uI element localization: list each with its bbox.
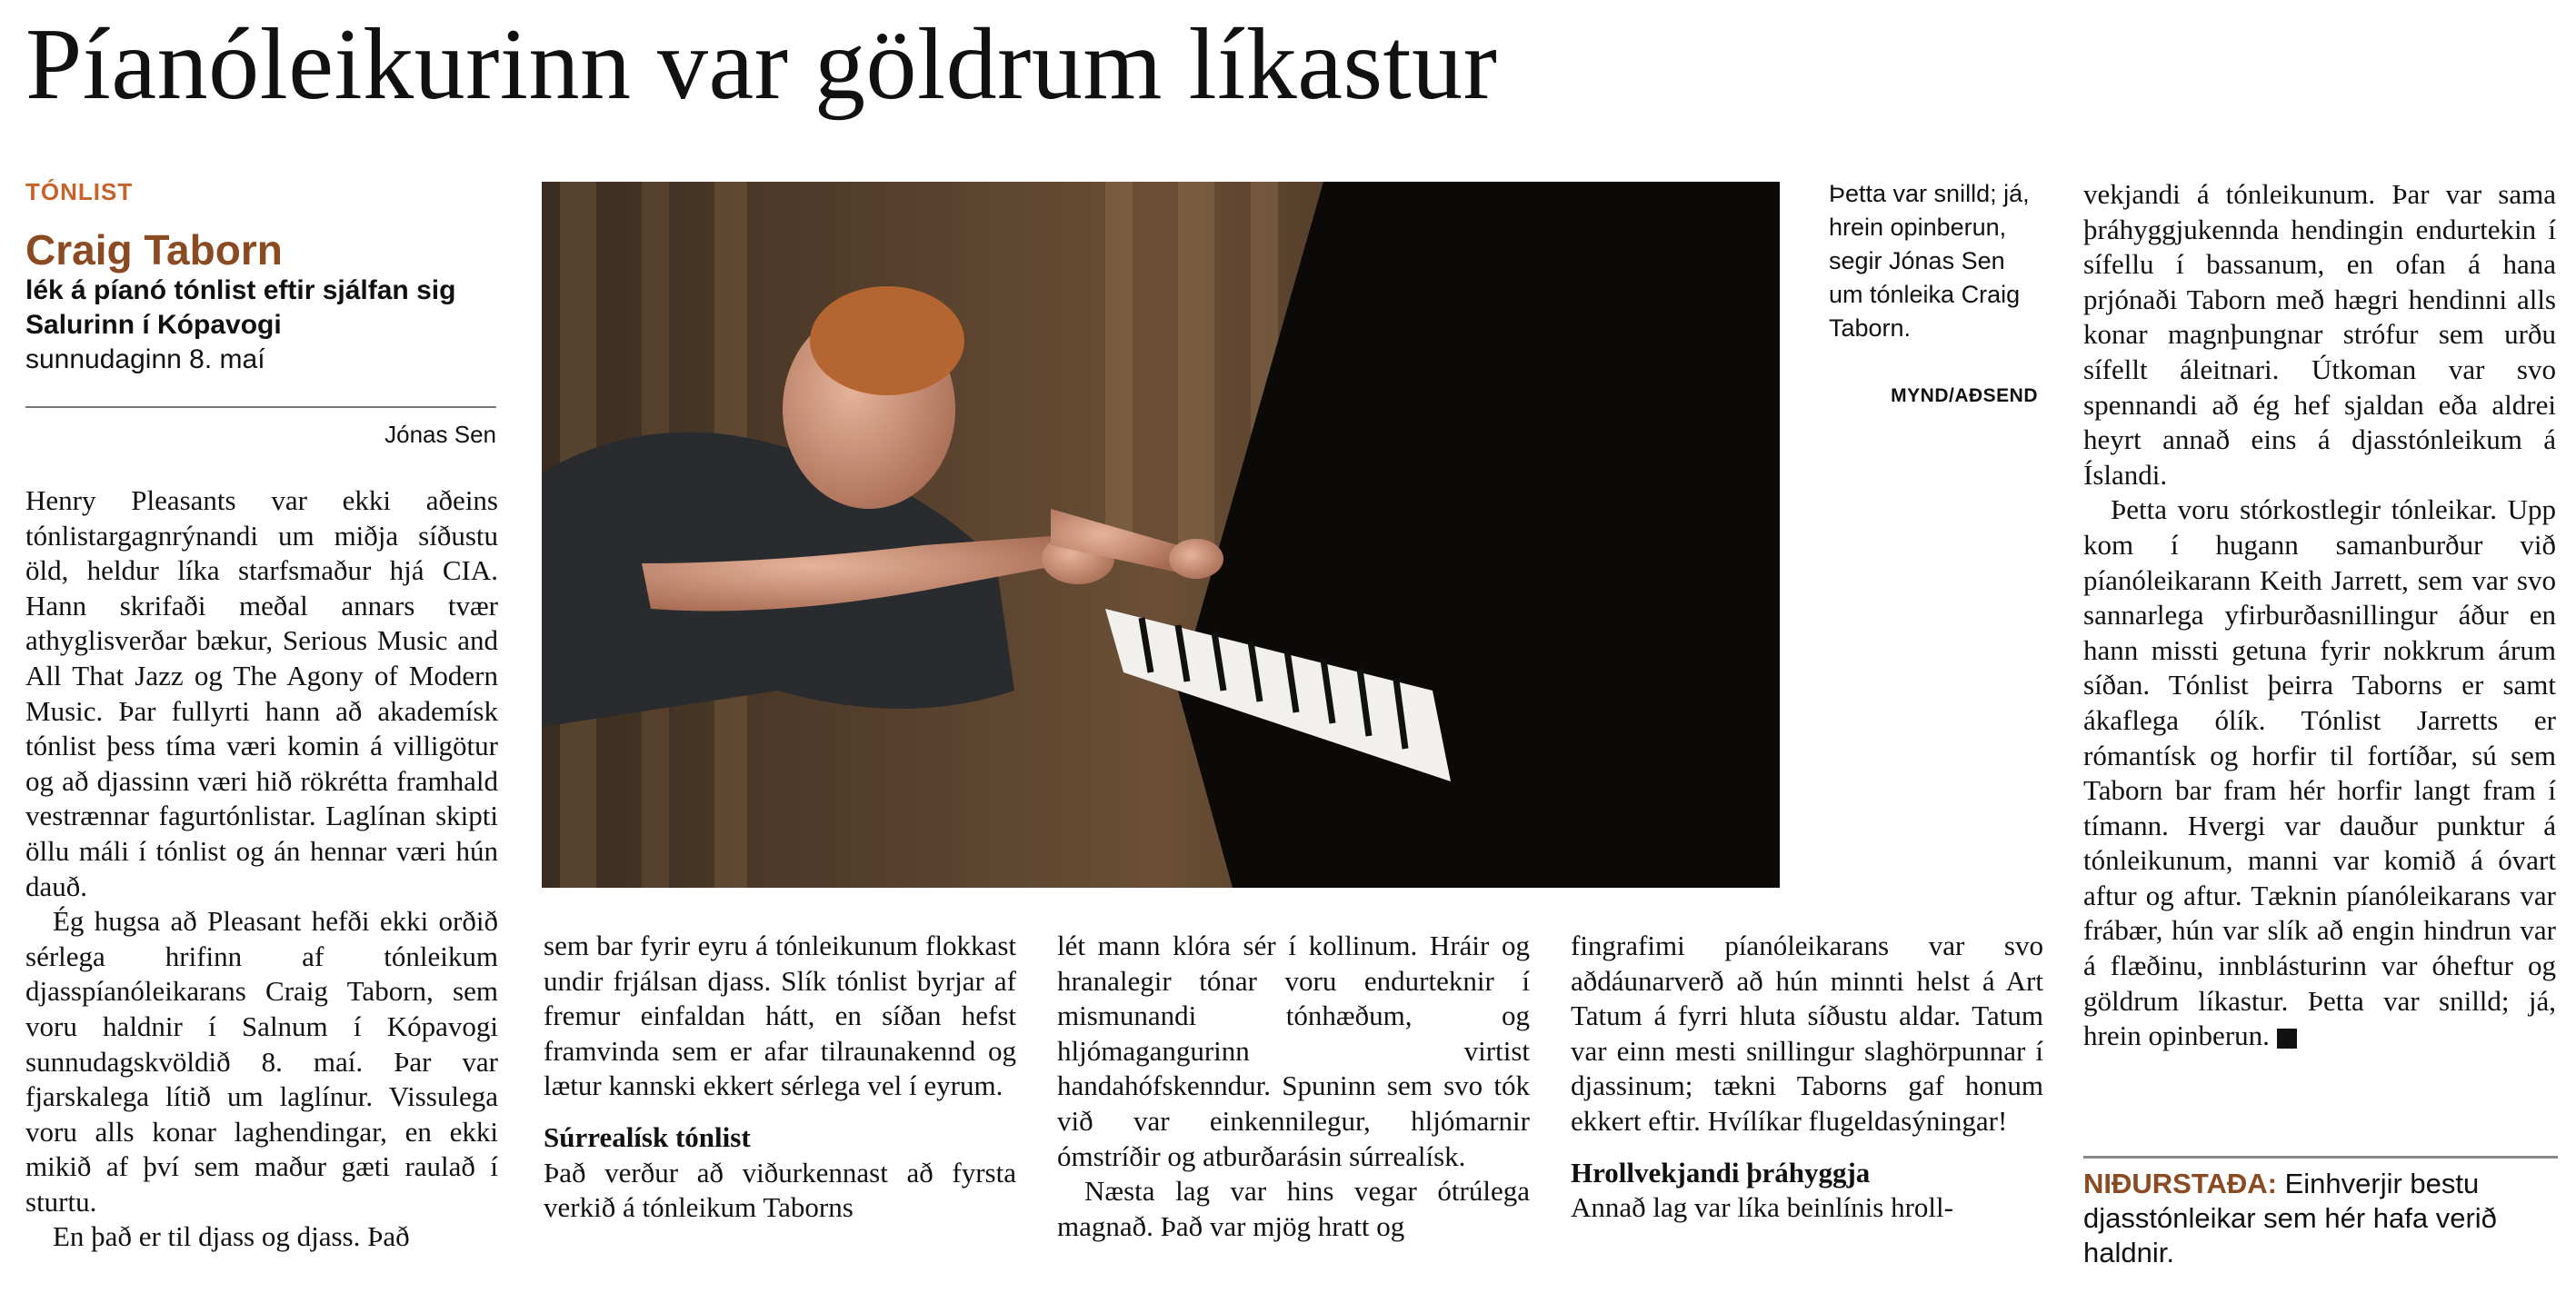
article-photo: [542, 182, 1780, 888]
article-column-5: [2083, 177, 2556, 1054]
paragraph: fingrafimi píanóleikarans var svo aðdáunarverð að hún minnti helst á Art Tatum á fyrri hluta síðustu aldar. Tatum var einn mesti snillingur slaghörpunnar í djassinum; tækni Taborns gaf honum ekkert eftir. Hvílíkar flugeldasýningar!: [1571, 930, 2043, 1137]
article-column-3: [1057, 929, 1530, 1244]
paragraph: En það er til djass og djass. Það: [53, 1220, 410, 1253]
photo-pianist-icon: [542, 182, 1780, 888]
subheading: Hrollvekjandi þráhyggja: [1571, 1156, 1871, 1189]
verdict-box: [2083, 1167, 2556, 1270]
info-divider: [25, 406, 496, 408]
program-line: lék á píanó tónlist eftir sjálfan sig: [25, 274, 456, 305]
paragraph: Annað lag var líka beinlínis hroll-: [1571, 1191, 1953, 1224]
paragraph-text: Þetta voru stórkostlegir tónleikar. Upp kom í hugann samanburður við píanóleikarann Keith Jarrett, sem var svo sannarlega yfirburðasnillingur áður en hann missti getuna fyrir nokkrum árum síðan. Tónlist þeirra Taborns er samt ákaflega ólík. Tónlist Jarretts er rómantísk og horfir til fortíðar, sú sem Taborn bar fram hér horfir langt fram í tímann. Hvergi var dauður punktur á tónleikunum, manni var komið á óvart aftur og aftur. Tæknin píanóleikarans var frábær, hún var slík að engin hindrun var á flæðinu, innblásturinn var óheftur og göldrum líkastur. Þetta var snilld; já, hrein opinberun.: [2083, 493, 2556, 1052]
date-line: sunnudaginn 8. maí: [25, 343, 265, 374]
paragraph: Næsta lag var hins vegar ótrúlega magnað. Það var mjög hratt og: [1057, 1175, 1530, 1242]
end-mark-icon: [2277, 1029, 2297, 1049]
photo-credit: MYND/AÐSEND: [1891, 385, 2038, 406]
verdict-text: Einhverjir bestu djasstónleikar sem hér hafa verið haldnir.: [2083, 1168, 2497, 1268]
verdict-label: NIÐURSTAÐA:: [2083, 1168, 2277, 1199]
section-kicker: TÓNLIST: [25, 178, 134, 205]
article-column-1: [25, 483, 498, 1255]
paragraph: Ég hugsa að Pleasant hefði ekki orðið sérlega hrifinn af tónleikum djasspíanóleikarans Craig Taborn, sem voru haldnir í Salnum í Kópavogi sunnudagskvöldið 8. maí. Þar var fjarskalega lítið um laglínur. Vissulega voru alls konar laghendingar, en ekki mikið af því sem maður gæti raulað í sturtu.: [25, 905, 498, 1218]
concert-info: [25, 227, 498, 377]
subheading: Súrrealísk tónlist: [544, 1120, 751, 1153]
article-column-4: [1571, 929, 2043, 1226]
headline: Píanóleikurinn var göldrum líkastur: [25, 8, 1498, 121]
paragraph: lét mann klóra sér í kollinum. Hráir og hranalegir tónar voru endurteknir í mismunandi tónhæðum, og hljómagangurinn virtist handahófskenndur. Spuninn sem svo tók við var einkennilegur, hljómarnir ómstríðir og atburðarásin súrrealísk.: [1057, 930, 1530, 1172]
photo-caption: Þetta var snilld; já, hrein opinberun, segir Jónas Sen um tónleika Craig Taborn.: [1829, 180, 2030, 342]
paragraph: vekjandi á tónleikunum. Þar var sama þráhyggjukennda hendingin endurtekin í sífellu í bassanum, en ofan á hana prjónaði Taborn með hægri hendinni alls konar magnþungnar strófur sem urðu sífellt áleitnari. Útkoman var svo spennandi að ég hef sjaldan eða aldrei heyrt annað eins á djasstónleikum á Íslandi.: [2083, 178, 2556, 491]
performer-name: Craig Taborn: [25, 226, 283, 274]
byline: Jónas Sen: [384, 421, 496, 448]
venue-line: Salurinn í Kópavogi: [25, 309, 282, 340]
paragraph: sem bar fyrir eyru á tónleikunum flokkast undir frjálsan djass. Slík tónlist byrjar af fremur einfaldan hátt, en síðan hefst framvinda sem er afar tilraunakennd og lætur kannski ekkert sérlega vel í eyrum.: [544, 930, 1016, 1102]
paragraph: [2083, 492, 2556, 1054]
verdict-divider: [2083, 1156, 2558, 1159]
paragraph: Það verður að viðurkennast að fyrsta verkið á tónleikum Taborns: [544, 1156, 1016, 1224]
paragraph: Henry Pleasants var ekki aðeins tónlistargagnrýnandi um miðja síðustu öld, heldur líka starfsmaður hjá CIA. Hann skrifaði meðal annars tvær athyglisverðar bækur, Serious Music and All That Jazz og The Agony of Modern Music. Þar fullyrti hann að akademísk tónlist þess tíma væri komin á villigötur og að djassinn væri hið rökrétta framhald vestrænnar fagurtónlistar. Laglínan skipti öllu máli í tónlist og án hennar væri hún dauð.: [25, 484, 498, 902]
article-column-2: [544, 929, 1016, 1226]
